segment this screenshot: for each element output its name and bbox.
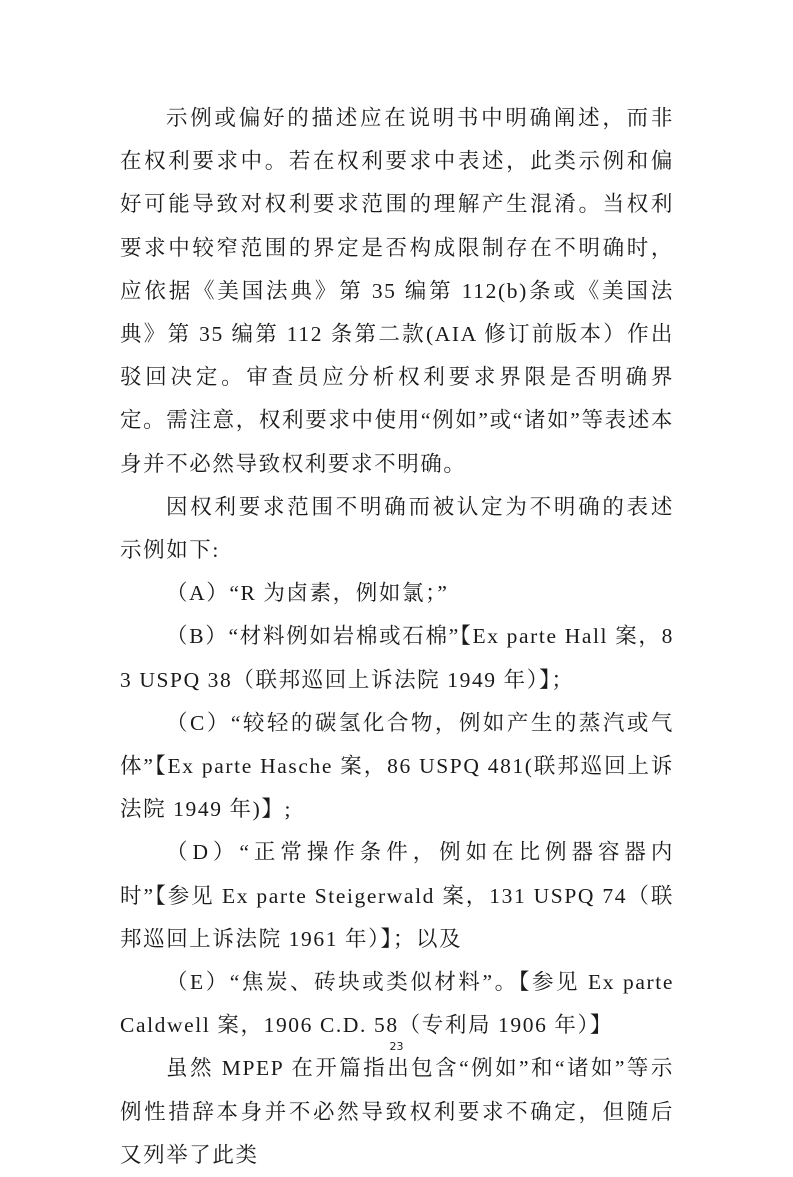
list-item-b: （B）“材料例如岩棉或石棉”【Ex parte Hall 案，83 USPQ 38（联邦巡回上诉法院 1949 年）】； bbox=[120, 624, 674, 692]
paragraph-indefinite-examples-intro: 因权利要求范围不明确而被认定为不明确的表述示例如下: bbox=[120, 494, 674, 563]
page-body bbox=[120, 97, 674, 1177]
list-item-a: （A）“R 为卤素，例如氯；” bbox=[166, 581, 449, 606]
list-item-d: （D）“正常操作条件，例如在比例器容器内时”【参见 Ex parte Steigerwald 案，131 USPQ 74（联邦巡回上诉法院 1961 年）】；以及 bbox=[120, 840, 674, 951]
page-number: 23 bbox=[389, 1040, 404, 1053]
list-item-c: （C）“较轻的碳氢化合物，例如产生的蒸汽或气体”【Ex parte Hasche 案，86 USPQ 481(联邦巡回上诉法院 1949 年)】; bbox=[120, 710, 674, 822]
list-item-e: （E）“焦炭、砖块或类似材料”。【参见 Ex parte Caldwell 案，1906 C.D. 58（专利局 1906 年）】 bbox=[120, 970, 674, 1038]
paragraph-mpep-note: 虽然 MPEP 在开篇指出包含“例如”和“诸如”等示例性措辞本身并不必然导致权利要求不确定，但随后又列举了此类 bbox=[120, 1056, 674, 1167]
paragraph-examples-in-specification: 示例或偏好的描述应在说明书中明确阐述，而非在权利要求中。若在权利要求中表述，此类示例和偏好可能导致对权利要求范围的理解产生混淆。当权利要求中较窄范围的界定是否构成限制存在不明确时，应依据《美国法典》第 35 编第 112(b)条或《美国法典》第 35 编第 112 条第二款(AIA 修订前版本）作出驳回决定。审查员应分析权利要求界限是否明确界定。需注意，权利要求中使用“例如”或“诸如”等表述本身并不必然导致权利要求不明确。 bbox=[120, 106, 674, 476]
